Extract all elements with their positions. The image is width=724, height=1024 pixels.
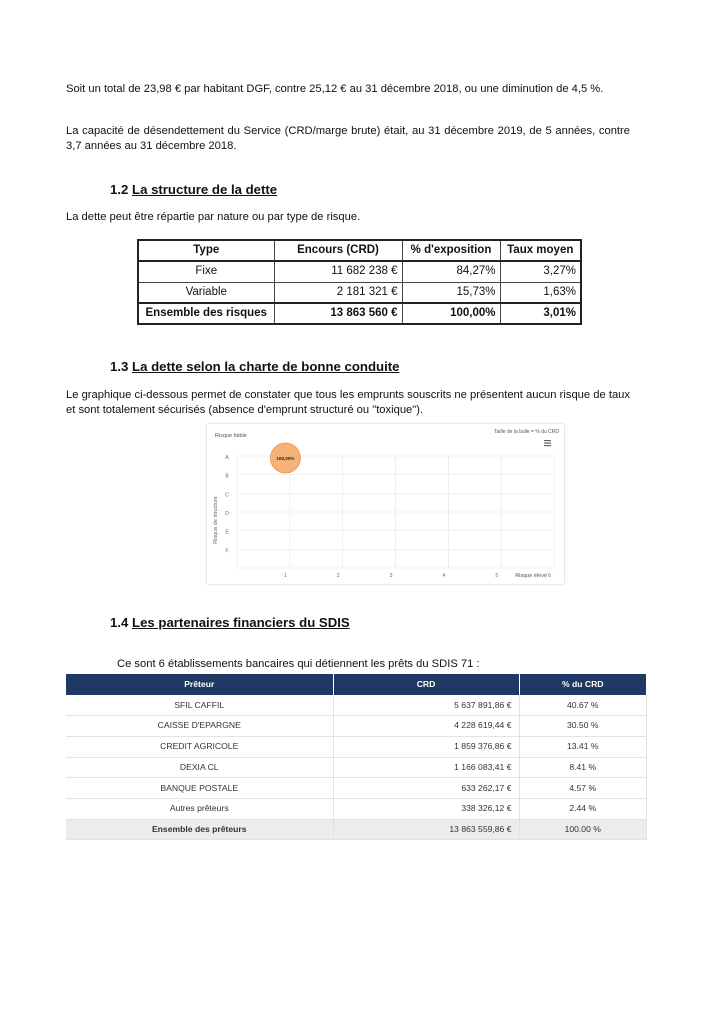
column-header: Type <box>138 240 274 261</box>
paragraph-repartition: La dette peut être répartie par nature ou par type de risque. <box>66 211 361 223</box>
cell-type: Variable <box>138 282 274 303</box>
paragraph-desendettement: La capacité de désendettement du Service (CRD/marge brute) était, au 31 décembre 2019, de 5 années, contre 3,7 années au 31 décembre 2018. <box>66 125 630 152</box>
table-total-row <box>66 819 647 840</box>
cell-type: Ensemble des risques <box>138 303 274 324</box>
column-header: Taux moyen <box>500 240 581 261</box>
cell-pct: 8.41 % <box>519 757 647 778</box>
paragraph-graphique: Le graphique ci-dessous permet de constater que tous les emprunts souscrits ne présentent aucun risque de taux et sont totalement sécurisés (absence d'emprunt structuré ou "toxique"). <box>66 389 630 416</box>
cell-pct: 13.41 % <box>519 736 647 757</box>
cell-preteur: Autres prêteurs <box>66 798 333 819</box>
table-row <box>66 798 647 819</box>
heading-structure-dette <box>110 181 277 198</box>
heading-title: La dette selon la charte de bonne conduite <box>132 359 400 374</box>
table-row <box>138 261 581 282</box>
cell-pct: 40.67 % <box>519 695 647 716</box>
cell-pct: 30.50 % <box>519 716 647 737</box>
heading-number: 1.4 <box>110 615 129 630</box>
cell-taux: 3,01% <box>500 303 581 324</box>
y-tick-label: D <box>225 511 229 517</box>
paragraph-etablissements: Ce sont 6 établissements bancaires qui détiennent les prêts du SDIS 71 : <box>117 658 480 670</box>
cell-type: Fixe <box>138 261 274 282</box>
table-row <box>66 778 647 799</box>
cell-encours: 2 181 321 € <box>274 282 402 303</box>
cell-pct: 100.00 % <box>519 819 647 840</box>
y-tick-label: F <box>225 548 229 555</box>
cell-crd: 13 863 559,86 € <box>333 819 519 840</box>
bubble-size-note: Taille de la bulle = % du CRD <box>494 429 559 435</box>
cell-exposition: 84,27% <box>402 261 500 282</box>
table-row <box>66 695 647 716</box>
column-header: % d'exposition <box>402 240 500 261</box>
cell-preteur: BANQUE POSTALE <box>66 778 333 799</box>
cell-crd: 1 166 083,41 € <box>333 757 519 778</box>
heading-title: Les partenaires financiers du SDIS <box>132 615 350 630</box>
column-header: % du CRD <box>519 674 647 695</box>
column-header: Encours (CRD) <box>274 240 402 261</box>
y-axis-label: Risque de structure <box>213 496 219 544</box>
x-tick-label: 6 <box>548 573 551 579</box>
table-total-row <box>138 303 581 324</box>
heading-title: La structure de la dette <box>132 182 278 197</box>
column-header: CRD <box>333 674 519 695</box>
x-tick-label: 2 <box>336 573 340 579</box>
x-tick-label: 5 <box>495 573 499 579</box>
table-header-row <box>138 240 581 261</box>
y-top-label: Risque faible <box>215 433 247 439</box>
heading-number: 1.2 <box>110 182 129 197</box>
table-row <box>138 282 581 303</box>
cell-preteur: DEXIA CL <box>66 757 333 778</box>
cell-preteur: Ensemble des prêteurs <box>66 819 333 840</box>
bubble-label: 100,00% <box>276 456 295 461</box>
y-tick-label: A <box>225 455 229 461</box>
table-row <box>66 716 647 737</box>
column-header: Prêteur <box>66 674 333 695</box>
table-header-row <box>66 674 647 695</box>
cell-crd: 4 228 619,44 € <box>333 716 519 737</box>
paragraph-dgf: Soit un total de 23,98 € par habitant DGF, contre 25,12 € au 31 décembre 2018, ou une diminution de 4,5 %. <box>66 83 604 95</box>
x-tick-label: 3 <box>389 573 393 579</box>
heading-charte <box>110 358 399 375</box>
heading-number: 1.3 <box>110 359 129 374</box>
cell-taux: 3,27% <box>500 261 581 282</box>
table-row <box>66 736 647 757</box>
table-row <box>66 757 647 778</box>
cell-exposition: 15,73% <box>402 282 500 303</box>
partenaires-table <box>66 674 647 840</box>
dette-structure-table <box>137 239 582 325</box>
cell-preteur: CAISSE D'EPARGNE <box>66 716 333 737</box>
cell-preteur: SFIL CAFFIL <box>66 695 333 716</box>
bubble-chart-svg <box>207 424 564 584</box>
y-tick-label: E <box>225 529 229 536</box>
cell-exposition: 100,00% <box>402 303 500 324</box>
charte-gissler-chart <box>207 424 564 584</box>
cell-preteur: CREDIT AGRICOLE <box>66 736 333 757</box>
y-tick-label: C <box>225 492 229 499</box>
heading-partenaires <box>110 614 350 631</box>
cell-crd: 5 637 891,86 € <box>333 695 519 716</box>
x-tick-label: 4 <box>442 573 446 579</box>
cell-crd: 1 859 376,86 € <box>333 736 519 757</box>
cell-crd: 338 326,12 € <box>333 798 519 819</box>
cell-encours: 11 682 238 € <box>274 261 402 282</box>
cell-crd: 633 262,17 € <box>333 778 519 799</box>
cell-taux: 1,63% <box>500 282 581 303</box>
cell-pct: 2.44 % <box>519 798 647 819</box>
cell-encours: 13 863 560 € <box>274 303 402 324</box>
menu-icon[interactable] <box>544 440 551 446</box>
y-tick-label: B <box>225 473 229 480</box>
x-tick-label: 1 <box>284 573 287 579</box>
cell-pct: 4.57 % <box>519 778 647 799</box>
x-axis-label: Risque élevé <box>515 573 547 579</box>
